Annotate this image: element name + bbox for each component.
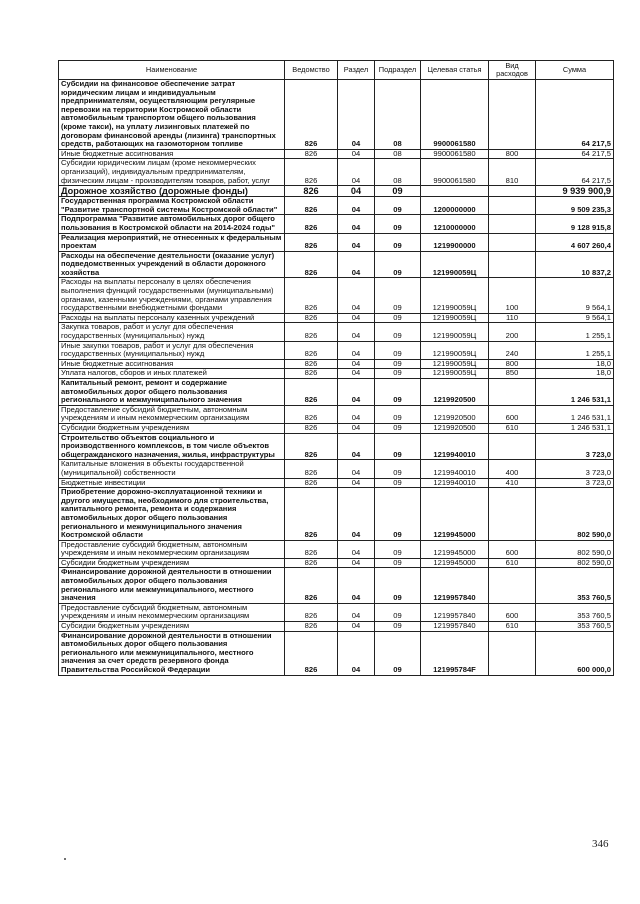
cell-dept: 826 [285, 80, 338, 150]
cell-subsection: 08 [375, 159, 421, 186]
cell-dept: 826 [285, 423, 338, 433]
cell-target: 1219920500 [421, 423, 489, 433]
table-row [59, 622, 614, 632]
cell-type: 600 [489, 405, 536, 423]
cell-subsection: 08 [375, 149, 421, 159]
table-row [59, 197, 614, 215]
cell-subsection: 09 [375, 233, 421, 251]
cell-sum: 353 760,5 [536, 622, 614, 632]
cell-target: 9900061580 [421, 149, 489, 159]
cell-type [489, 215, 536, 233]
cell-name: Расходы на выплаты персоналу казенных учреждений [59, 313, 285, 323]
cell-dept: 826 [285, 488, 338, 541]
cell-sum: 64 217,5 [536, 80, 614, 150]
cell-subsection: 09 [375, 622, 421, 632]
budget-table [58, 60, 614, 676]
cell-type [489, 433, 536, 460]
cell-section: 04 [338, 540, 375, 558]
table-row [59, 460, 614, 478]
cell-target: 121990059Ц [421, 313, 489, 323]
header-dept: Ведомство [285, 61, 338, 80]
header-target: Целевая статья [421, 61, 489, 80]
table-row [59, 379, 614, 406]
cell-target [421, 186, 489, 197]
cell-subsection: 09 [375, 603, 421, 621]
cell-type [489, 233, 536, 251]
cell-type: 400 [489, 460, 536, 478]
cell-name: Дорожное хозяйство (дорожные фонды) [59, 186, 285, 197]
cell-name: Предоставление субсидий бюджетным, автономным учреждениям и иным некоммерческим организациям [59, 540, 285, 558]
cell-dept: 826 [285, 433, 338, 460]
cell-target: 1219945000 [421, 488, 489, 541]
cell-section: 04 [338, 159, 375, 186]
cell-sum: 9 564,1 [536, 313, 614, 323]
cell-sum: 64 217,5 [536, 149, 614, 159]
cell-section: 04 [338, 278, 375, 313]
cell-target: 1219940010 [421, 478, 489, 488]
cell-name: Бюджетные инвестиции [59, 478, 285, 488]
cell-target: 1219920500 [421, 405, 489, 423]
table-row [59, 341, 614, 359]
cell-name: Предоставление субсидий бюджетным, автономным учреждениям и иным некоммерческим организациям [59, 603, 285, 621]
cell-section: 04 [338, 359, 375, 369]
cell-target: 1219957840 [421, 622, 489, 632]
cell-type: 600 [489, 603, 536, 621]
table-row [59, 433, 614, 460]
cell-sum: 18,0 [536, 369, 614, 379]
cell-name: Иные закупки товаров, работ и услуг для обеспечения государственных (муниципальных) нужд [59, 341, 285, 359]
cell-target: 1219920500 [421, 379, 489, 406]
cell-sum: 10 837,2 [536, 251, 614, 278]
table-row [59, 488, 614, 541]
cell-dept: 826 [285, 197, 338, 215]
cell-target: 1210000000 [421, 215, 489, 233]
cell-target: 1200000000 [421, 197, 489, 215]
cell-name: Подпрограмма "Развитие автомобильных дорог общего пользования в Костромской области на 2014-2024 годы" [59, 215, 285, 233]
cell-section: 04 [338, 313, 375, 323]
cell-section: 04 [338, 323, 375, 341]
cell-type: 200 [489, 323, 536, 341]
cell-type [489, 488, 536, 541]
cell-section: 04 [338, 488, 375, 541]
cell-sum: 3 723,0 [536, 478, 614, 488]
cell-subsection: 09 [375, 369, 421, 379]
cell-section: 04 [338, 433, 375, 460]
cell-subsection: 09 [375, 540, 421, 558]
cell-sum: 802 590,0 [536, 558, 614, 568]
header-name: Наименование [59, 61, 285, 80]
cell-dept: 826 [285, 460, 338, 478]
cell-name: Иные бюджетные ассигнования [59, 149, 285, 159]
cell-section: 04 [338, 215, 375, 233]
budget-document [58, 60, 613, 676]
cell-type: 410 [489, 478, 536, 488]
cell-name: Закупка товаров, работ и услуг для обеспечения государственных (муниципальных) нужд [59, 323, 285, 341]
cell-section: 04 [338, 80, 375, 150]
cell-subsection: 09 [375, 341, 421, 359]
cell-target: 121990059Ц [421, 278, 489, 313]
header-type: Вид расходов [489, 61, 536, 80]
cell-sum: 600 000,0 [536, 631, 614, 675]
cell-section: 04 [338, 558, 375, 568]
cell-sum: 3 723,0 [536, 460, 614, 478]
cell-name: Уплата налогов, сборов и иных платежей [59, 369, 285, 379]
cell-target: 1219940010 [421, 460, 489, 478]
cell-section: 04 [338, 405, 375, 423]
cell-sum: 64 217,5 [536, 159, 614, 186]
table-body [59, 80, 614, 676]
cell-section: 04 [338, 460, 375, 478]
cell-subsection: 09 [375, 433, 421, 460]
cell-type [489, 631, 536, 675]
table-row [59, 603, 614, 621]
cell-target: 9900061580 [421, 80, 489, 150]
cell-name: Субсидии бюджетным учреждениям [59, 423, 285, 433]
cell-type: 610 [489, 423, 536, 433]
cell-dept: 826 [285, 405, 338, 423]
cell-target: 1219945000 [421, 558, 489, 568]
cell-subsection: 09 [375, 478, 421, 488]
cell-subsection: 09 [375, 359, 421, 369]
cell-target: 1219940010 [421, 433, 489, 460]
table-row [59, 278, 614, 313]
table-row [59, 159, 614, 186]
cell-dept: 826 [285, 631, 338, 675]
cell-sum: 1 255,1 [536, 341, 614, 359]
cell-dept: 826 [285, 359, 338, 369]
cell-sum: 9 564,1 [536, 278, 614, 313]
cell-dept: 826 [285, 186, 338, 197]
cell-type: 110 [489, 313, 536, 323]
cell-name: Расходы на выплаты персоналу в целях обеспечения выполнения функций государственными (муниципальными) органами, казенными учреждениями, органами управления государственными внебюджетными фондами [59, 278, 285, 313]
cell-name: Финансирование дорожной деятельности в отношении автомобильных дорог общего пользования регионального или межмуниципального, местного значения за счет средств резервного фонда Правительства Российской Федерации [59, 631, 285, 675]
scan-speck [64, 858, 66, 860]
cell-sum: 3 723,0 [536, 433, 614, 460]
table-row [59, 405, 614, 423]
cell-subsection: 09 [375, 323, 421, 341]
cell-dept: 826 [285, 215, 338, 233]
table-row [59, 215, 614, 233]
cell-dept: 826 [285, 313, 338, 323]
cell-name: Субсидии юридическим лицам (кроме некоммерческих организаций), индивидуальным предпринимателям, физическим лицам - производителям товаров, работ, услуг [59, 159, 285, 186]
cell-section: 04 [338, 423, 375, 433]
cell-section: 04 [338, 149, 375, 159]
cell-subsection: 09 [375, 215, 421, 233]
cell-subsection: 09 [375, 197, 421, 215]
cell-sum: 18,0 [536, 359, 614, 369]
cell-name: Капитальный ремонт, ремонт и содержание автомобильных дорог общего пользования регионального и межмуниципального значения [59, 379, 285, 406]
cell-target: 121995784F [421, 631, 489, 675]
cell-dept: 826 [285, 149, 338, 159]
cell-dept: 826 [285, 278, 338, 313]
cell-type: 810 [489, 159, 536, 186]
cell-section: 04 [338, 369, 375, 379]
cell-target: 1219945000 [421, 540, 489, 558]
cell-name: Государственная программа Костромской области "Развитие транспортной системы Костромской области" [59, 197, 285, 215]
cell-subsection: 09 [375, 405, 421, 423]
cell-target: 1219900000 [421, 233, 489, 251]
table-row [59, 540, 614, 558]
cell-subsection: 09 [375, 251, 421, 278]
cell-type [489, 80, 536, 150]
cell-dept: 826 [285, 251, 338, 278]
cell-name: Приобретение дорожно-эксплуатационной техники и другого имущества, необходимого для строительства, капитального ремонта, ремонта и содержания автомобильных дорог общего пользования регионального и межмуниципального значения Костромской области [59, 488, 285, 541]
cell-dept: 826 [285, 558, 338, 568]
cell-section: 04 [338, 197, 375, 215]
cell-subsection: 09 [375, 631, 421, 675]
cell-subsection: 09 [375, 186, 421, 197]
cell-type: 800 [489, 359, 536, 369]
table-row [59, 80, 614, 150]
cell-subsection: 09 [375, 488, 421, 541]
table-row [59, 323, 614, 341]
cell-subsection: 09 [375, 460, 421, 478]
cell-type: 800 [489, 149, 536, 159]
cell-section: 04 [338, 233, 375, 251]
cell-name: Субсидии на финансовое обеспечение затрат юридическим лицам и индивидуальным предпринимателям, осуществляющим регулярные перевозки на территории Костромской области автомобильным транспортом общего пользования (кроме такси), на уплату лизинговых платежей по договорам финансовой аренды (лизинга) транспортных средств, работающих на газомоторном топливе [59, 80, 285, 150]
cell-target: 121990059Ц [421, 359, 489, 369]
cell-sum: 1 255,1 [536, 323, 614, 341]
header-sum: Сумма [536, 61, 614, 80]
header-section: Раздел [338, 61, 375, 80]
cell-name: Строительство объектов социального и производственного комплексов, в том числе объектов общегражданского назначения, жилья, инфраструктуры [59, 433, 285, 460]
cell-sum: 802 590,0 [536, 488, 614, 541]
cell-dept: 826 [285, 323, 338, 341]
cell-target: 121990059Ц [421, 341, 489, 359]
cell-type [489, 186, 536, 197]
cell-subsection: 09 [375, 423, 421, 433]
cell-sum: 1 246 531,1 [536, 423, 614, 433]
cell-type: 610 [489, 558, 536, 568]
cell-type: 600 [489, 540, 536, 558]
cell-dept: 826 [285, 478, 338, 488]
cell-sum: 9 939 900,9 [536, 186, 614, 197]
cell-subsection: 09 [375, 379, 421, 406]
cell-section: 04 [338, 622, 375, 632]
table-row [59, 186, 614, 197]
cell-dept: 826 [285, 540, 338, 558]
cell-section: 04 [338, 341, 375, 359]
cell-type [489, 197, 536, 215]
cell-target: 1219957840 [421, 568, 489, 603]
table-row [59, 251, 614, 278]
cell-dept: 826 [285, 622, 338, 632]
cell-subsection: 09 [375, 278, 421, 313]
cell-type: 850 [489, 369, 536, 379]
cell-dept: 826 [285, 159, 338, 186]
cell-name: Предоставление субсидий бюджетным, автономным учреждениям и иным некоммерческим организациям [59, 405, 285, 423]
cell-dept: 826 [285, 379, 338, 406]
table-row [59, 568, 614, 603]
cell-dept: 826 [285, 341, 338, 359]
cell-subsection: 08 [375, 80, 421, 150]
cell-section: 04 [338, 379, 375, 406]
cell-sum: 4 607 260,4 [536, 233, 614, 251]
cell-name: Субсидии бюджетным учреждениям [59, 622, 285, 632]
cell-subsection: 09 [375, 313, 421, 323]
cell-target: 1219957840 [421, 603, 489, 621]
cell-sum: 1 246 531,1 [536, 405, 614, 423]
cell-subsection: 09 [375, 558, 421, 568]
cell-target: 121990059Ц [421, 323, 489, 341]
cell-sum: 353 760,5 [536, 568, 614, 603]
cell-section: 04 [338, 186, 375, 197]
cell-section: 04 [338, 568, 375, 603]
cell-name: Капитальные вложения в объекты государственной (муниципальной) собственности [59, 460, 285, 478]
cell-type [489, 379, 536, 406]
page-number: 346 [592, 838, 609, 850]
cell-name: Субсидии бюджетным учреждениям [59, 558, 285, 568]
cell-dept: 826 [285, 603, 338, 621]
cell-subsection: 09 [375, 568, 421, 603]
cell-dept: 826 [285, 568, 338, 603]
cell-name: Реализация мероприятий, не отнесенных к федеральным проектам [59, 233, 285, 251]
cell-section: 04 [338, 251, 375, 278]
cell-sum: 802 590,0 [536, 540, 614, 558]
cell-type: 610 [489, 622, 536, 632]
table-row [59, 631, 614, 675]
cell-type: 240 [489, 341, 536, 359]
cell-type: 100 [489, 278, 536, 313]
cell-name: Финансирование дорожной деятельности в отношении автомобильных дорог общего пользования регионального или межмуниципального, местного значения [59, 568, 285, 603]
cell-type [489, 251, 536, 278]
cell-target: 121990059Ц [421, 369, 489, 379]
cell-target: 121990059Ц [421, 251, 489, 278]
cell-sum: 9 509 235,3 [536, 197, 614, 215]
table-row [59, 233, 614, 251]
cell-type [489, 568, 536, 603]
cell-section: 04 [338, 478, 375, 488]
table-row [59, 423, 614, 433]
cell-name: Иные бюджетные ассигнования [59, 359, 285, 369]
cell-section: 04 [338, 603, 375, 621]
header-subsection: Подраздел [375, 61, 421, 80]
cell-sum: 9 128 915,8 [536, 215, 614, 233]
cell-name: Расходы на обеспечение деятельности (оказание услуг) подведомственных учреждений в области дорожного хозяйства [59, 251, 285, 278]
table-header-row [59, 61, 614, 80]
cell-dept: 826 [285, 369, 338, 379]
cell-target: 9900061580 [421, 159, 489, 186]
cell-section: 04 [338, 631, 375, 675]
cell-sum: 1 246 531,1 [536, 379, 614, 406]
cell-sum: 353 760,5 [536, 603, 614, 621]
cell-dept: 826 [285, 233, 338, 251]
